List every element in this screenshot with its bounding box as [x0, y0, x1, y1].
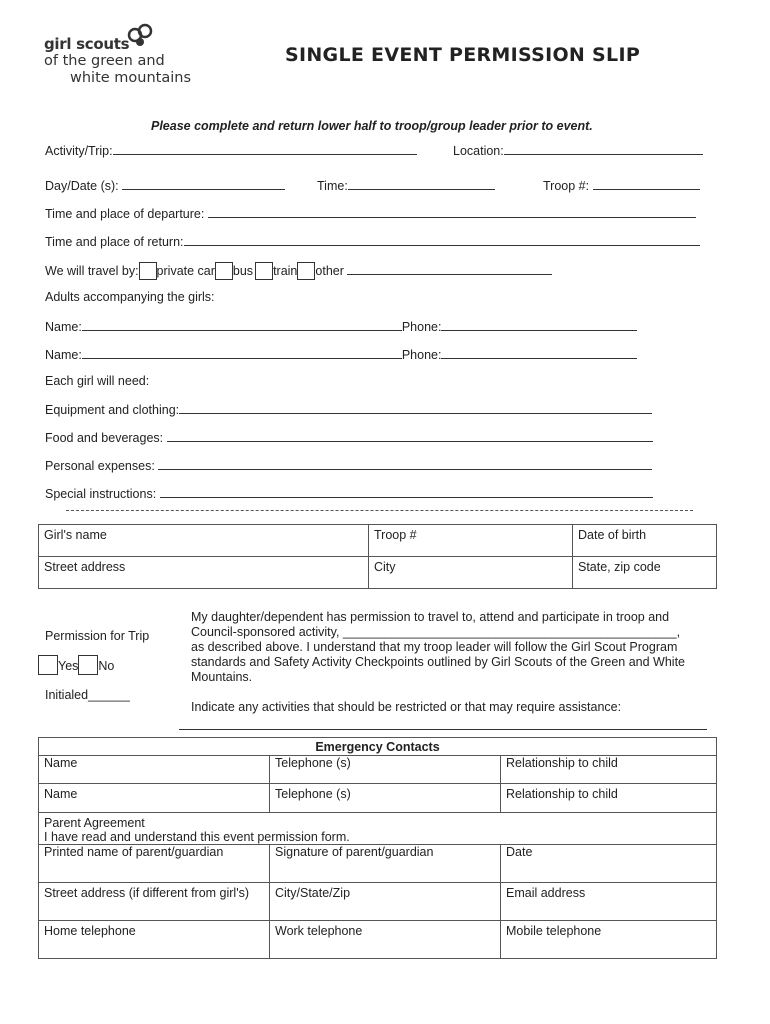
permission-text-b: , as described above. I understand that my troop leader will follow the Girl Scout Program standards and Safety Activity Checkpoints outlined by Girl Scouts of the Green and White Mountains.	[191, 625, 686, 684]
food-input[interactable]	[167, 429, 653, 442]
equipment-input[interactable]	[179, 401, 652, 414]
location-input[interactable]	[504, 142, 703, 155]
adult-name-label: Name:	[45, 348, 82, 362]
activity-label: Activity/Trip:	[45, 144, 113, 158]
emergency-phone-1[interactable]: Telephone (s)	[270, 756, 501, 784]
departure-input[interactable]	[208, 205, 696, 218]
food-row	[45, 429, 653, 445]
adult-name-input-2[interactable]	[82, 346, 402, 359]
adult-row-1	[45, 318, 637, 334]
yes-checkbox[interactable]	[38, 655, 58, 675]
dob-cell[interactable]: Date of birth	[573, 525, 717, 557]
return-input[interactable]	[184, 233, 700, 246]
activity-input[interactable]	[113, 142, 417, 155]
time-row	[317, 177, 495, 193]
permission-paragraph	[191, 610, 691, 685]
city-cell[interactable]: City	[369, 557, 573, 589]
personal-input[interactable]	[158, 457, 652, 470]
date-cell[interactable]: Date	[501, 845, 717, 883]
emergency-phone-2[interactable]: Telephone (s)	[270, 784, 501, 813]
travel-label: We will travel by:	[45, 264, 139, 278]
restrict-input[interactable]	[179, 729, 707, 730]
emergency-title: Emergency Contacts	[39, 738, 717, 756]
signature-cell[interactable]: Signature of parent/guardian	[270, 845, 501, 883]
emergency-name-1[interactable]: Name	[39, 756, 270, 784]
parent-agreement	[39, 813, 717, 845]
private-car-checkbox[interactable]	[139, 262, 157, 280]
printed-name-cell[interactable]: Printed name of parent/guardian	[39, 845, 270, 883]
time-input[interactable]	[348, 177, 495, 190]
activity-row	[45, 142, 417, 158]
other-label: other	[315, 264, 344, 278]
location-row	[453, 142, 703, 158]
girl-name-cell[interactable]: Girl's name	[39, 525, 369, 557]
state-zip-cell[interactable]: State, zip code	[573, 557, 717, 589]
location-label: Location:	[453, 144, 504, 158]
adult-phone-label: Phone:	[401, 320, 442, 334]
other-checkbox[interactable]	[297, 262, 315, 280]
adult-phone-label: Phone:	[401, 348, 442, 362]
agreement-text: I have read and understand this event permission form.	[44, 830, 350, 844]
return-row	[45, 233, 700, 249]
adults-label: Adults accompanying the girls:	[45, 290, 215, 304]
logo-girl-scouts: girl scouts	[44, 35, 130, 53]
street-address-cell[interactable]: Street address	[39, 557, 369, 589]
cut-line	[66, 510, 693, 511]
logo-line-2: of the green and	[44, 53, 165, 69]
permission-label: Permission for Trip	[45, 629, 150, 643]
equipment-label: Equipment and clothing:	[45, 403, 180, 417]
no-label: No	[98, 659, 115, 673]
return-label: Time and place of return:	[45, 235, 184, 249]
private-car-label: private car	[156, 264, 215, 278]
travel-row	[45, 262, 552, 280]
departure-row	[45, 205, 696, 221]
adult-name-label: Name:	[45, 320, 82, 334]
adult-phone-input-1[interactable]	[441, 318, 637, 331]
personal-label: Personal expenses:	[45, 459, 155, 473]
no-checkbox[interactable]	[78, 655, 98, 675]
adult-phone-input-2[interactable]	[441, 346, 637, 359]
daydate-label: Day/Date (s):	[45, 179, 119, 193]
page-title: SINGLE EVENT PERMISSION SLIP	[285, 44, 641, 66]
food-label: Food and beverages:	[45, 431, 164, 445]
train-checkbox[interactable]	[255, 262, 273, 280]
troop-input[interactable]	[593, 177, 700, 190]
troop-label: Troop #:	[543, 179, 590, 193]
trefoil-logo-icon	[126, 22, 156, 48]
yes-label: Yes	[58, 659, 79, 673]
restrict-label: Indicate any activities that should be restricted or that may require assistance:	[191, 700, 622, 714]
other-input[interactable]	[347, 262, 552, 275]
permission-text-a: My daughter/dependent has permission to travel to, attend and participate in troop and Council-sponsored activity,	[191, 610, 670, 639]
email-cell[interactable]: Email address	[501, 883, 717, 921]
special-row	[45, 485, 653, 501]
time-label: Time:	[317, 179, 348, 193]
mobile-phone-cell[interactable]: Mobile telephone	[501, 921, 717, 959]
emergency-relationship-2[interactable]: Relationship to child	[501, 784, 717, 813]
parent-street-cell[interactable]: Street address (if different from girl's)	[39, 883, 270, 921]
emergency-table	[38, 737, 717, 959]
troop-row	[543, 177, 700, 193]
troop-cell[interactable]: Troop #	[369, 525, 573, 557]
personal-row	[45, 457, 652, 473]
agreement-title: Parent Agreement	[44, 816, 145, 830]
daydate-input[interactable]	[122, 177, 285, 190]
activity-blank[interactable]: ________________________________________________	[342, 625, 677, 639]
initialed-field[interactable]: Initialed______	[45, 688, 130, 702]
bus-checkbox[interactable]	[215, 262, 233, 280]
instruction-text: Please complete and return lower half to troop/group leader prior to event.	[151, 119, 593, 133]
daydate-row	[45, 177, 285, 193]
logo-line-3: white mountains	[70, 70, 192, 86]
special-label: Special instructions:	[45, 487, 157, 501]
adult-name-input-1[interactable]	[82, 318, 402, 331]
special-input[interactable]	[160, 485, 653, 498]
equipment-row	[45, 401, 652, 417]
girl-info-table	[38, 524, 717, 589]
bus-label: bus	[232, 264, 254, 278]
train-label: train	[273, 264, 298, 278]
home-phone-cell[interactable]: Home telephone	[39, 921, 270, 959]
adult-row-2	[45, 346, 637, 362]
departure-label: Time and place of departure:	[45, 207, 205, 221]
each-girl-label: Each girl will need:	[45, 374, 150, 388]
emergency-name-2[interactable]: Name	[39, 784, 270, 813]
logo	[44, 22, 191, 87]
emergency-relationship-1[interactable]: Relationship to child	[501, 756, 717, 784]
work-phone-cell[interactable]: Work telephone	[270, 921, 501, 959]
parent-city-cell[interactable]: City/State/Zip	[270, 883, 501, 921]
permission-choice	[38, 655, 114, 675]
